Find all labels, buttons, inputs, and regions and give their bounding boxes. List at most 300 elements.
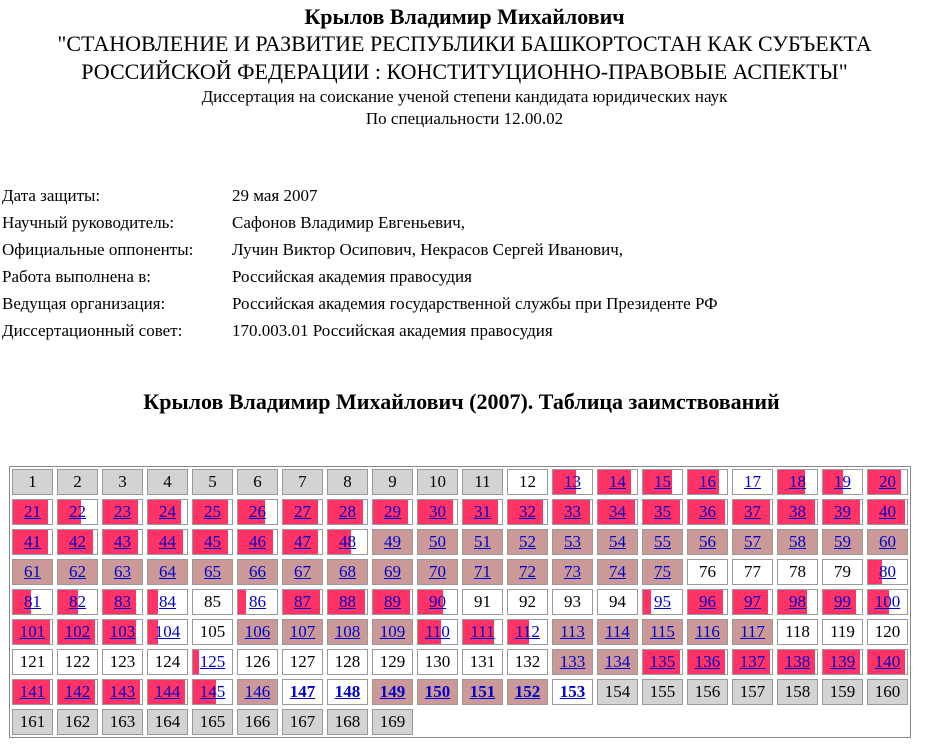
page-cell-95[interactable] [642, 589, 683, 615]
page-cell-41[interactable] [12, 529, 53, 555]
page-number: 120 [874, 622, 901, 641]
page-cell-134[interactable] [597, 649, 638, 675]
info-label: Работа выполнена в: [2, 267, 151, 286]
page-link[interactable]: 83 [114, 592, 131, 611]
page-link[interactable]: 62 [69, 562, 86, 581]
borrowing-fill [148, 590, 158, 614]
page-cell-114[interactable] [597, 619, 638, 645]
page-link[interactable]: 42 [69, 532, 86, 551]
info-label: Научный руководитель: [2, 213, 175, 232]
page-number: 118 [785, 622, 810, 641]
page-cell-72[interactable] [507, 559, 548, 585]
page-link[interactable]: 84 [159, 592, 176, 611]
page-link[interactable]: 36 [699, 502, 716, 521]
page-link[interactable]: 144 [154, 682, 181, 701]
page-link[interactable]: 147 [289, 682, 316, 701]
page-link[interactable]: 51 [474, 532, 491, 551]
page-cell-43[interactable] [102, 529, 143, 555]
page-cell-97[interactable] [732, 589, 773, 615]
page-cell-24[interactable] [147, 499, 188, 525]
page-cell-10 [417, 469, 458, 495]
page-link[interactable]: 102 [64, 622, 91, 641]
page-number: 131 [469, 652, 496, 671]
page-cell-82[interactable] [57, 589, 98, 615]
page-cell-87[interactable] [282, 589, 323, 615]
page-cell-115[interactable] [642, 619, 683, 645]
page-cell-31[interactable] [462, 499, 503, 525]
page-cell-5 [192, 469, 233, 495]
page-link[interactable]: 73 [564, 562, 581, 581]
page-cell-73[interactable] [552, 559, 593, 585]
page-cell-51[interactable] [462, 529, 503, 555]
page-link[interactable]: 31 [474, 502, 491, 521]
page-link[interactable]: 74 [609, 562, 626, 581]
page-link[interactable]: 106 [244, 622, 271, 641]
page-link[interactable]: 96 [699, 592, 716, 611]
info-row [2, 209, 718, 236]
info-row [2, 290, 718, 317]
page-link[interactable]: 90 [429, 592, 446, 611]
page-cell-156 [687, 679, 728, 705]
page-cell-46[interactable] [237, 529, 278, 555]
page-number: 7 [298, 472, 307, 491]
page-link[interactable]: 33 [564, 502, 581, 521]
header [0, 4, 929, 130]
page-cell-127 [282, 649, 323, 675]
page-cell-45[interactable] [192, 529, 233, 555]
page-cell-39[interactable] [822, 499, 863, 525]
page-cell-77 [732, 559, 773, 585]
page-cell-38[interactable] [777, 499, 818, 525]
page-link[interactable]: 59 [834, 532, 851, 551]
page-cell-49[interactable] [372, 529, 413, 555]
page-link[interactable]: 146 [244, 682, 271, 701]
specialty-text: По специальности 12.00.02 [365, 109, 564, 128]
page-number: 162 [64, 712, 91, 731]
page-link[interactable]: 18 [789, 472, 806, 491]
page-cell-52[interactable] [507, 529, 548, 555]
page-link[interactable]: 101 [19, 622, 46, 641]
page-link[interactable]: 21 [24, 502, 41, 521]
page-cell-160 [867, 679, 908, 705]
page-number: 1 [28, 472, 37, 491]
page-cell-128 [327, 649, 368, 675]
page-link[interactable]: 116 [695, 622, 720, 641]
page-cell-40[interactable] [867, 499, 908, 525]
page-cell-21[interactable] [12, 499, 53, 525]
page-cell-83[interactable] [102, 589, 143, 615]
page-cell-14[interactable] [597, 469, 638, 495]
page-cell-93 [552, 589, 593, 615]
page-cell-25[interactable] [192, 499, 233, 525]
page-link[interactable]: 137 [739, 652, 766, 671]
page-cell-53[interactable] [552, 529, 593, 555]
page-link[interactable]: 138 [784, 652, 811, 671]
page-link[interactable]: 109 [379, 622, 406, 641]
page-cell-75[interactable] [642, 559, 683, 585]
page-cell-30[interactable] [417, 499, 458, 525]
page-link[interactable]: 32 [519, 502, 536, 521]
page-cell-164 [147, 709, 188, 735]
info-label: Диссертационный совет: [2, 321, 183, 340]
page-link[interactable]: 86 [249, 592, 266, 611]
page-cell-15[interactable] [642, 469, 683, 495]
page-cell-107[interactable] [282, 619, 323, 645]
page-cell-80[interactable] [867, 559, 908, 585]
page-link[interactable]: 66 [249, 562, 266, 581]
page-cell-16[interactable] [687, 469, 728, 495]
page-cell-90[interactable] [417, 589, 458, 615]
page-cell-109[interactable] [372, 619, 413, 645]
page-link[interactable]: 142 [64, 682, 91, 701]
page-cell-106[interactable] [237, 619, 278, 645]
page-link[interactable]: 55 [654, 532, 671, 551]
page-link[interactable]: 53 [564, 532, 581, 551]
page-link[interactable]: 22 [69, 502, 86, 521]
page-link[interactable]: 117 [740, 622, 765, 641]
page-cell-96[interactable] [687, 589, 728, 615]
page-cell-103[interactable] [102, 619, 143, 645]
page-link[interactable]: 143 [109, 682, 136, 701]
page-cell-65[interactable] [192, 559, 233, 585]
page-link[interactable]: 108 [334, 622, 361, 641]
page-link[interactable]: 15 [654, 472, 671, 491]
page-number: 127 [289, 652, 316, 671]
page-link[interactable]: 88 [339, 592, 356, 611]
page-cell-79 [822, 559, 863, 585]
page-cell-7 [282, 469, 323, 495]
page-link[interactable]: 13 [564, 472, 581, 491]
page-link[interactable]: 112 [515, 622, 540, 641]
page-number: 157 [739, 682, 766, 701]
page-cell-26[interactable] [237, 499, 278, 525]
page-link[interactable]: 81 [24, 592, 41, 611]
page-cell-47[interactable] [282, 529, 323, 555]
page-number: 155 [649, 682, 676, 701]
page-cell-110[interactable] [417, 619, 458, 645]
page-cell-37[interactable] [732, 499, 773, 525]
page-cell-132 [507, 649, 548, 675]
page-cell-104[interactable] [147, 619, 188, 645]
page-link[interactable]: 17 [744, 472, 761, 491]
page-cell-67[interactable] [282, 559, 323, 585]
page-number: 126 [244, 652, 271, 671]
page-cell-56[interactable] [687, 529, 728, 555]
page-link[interactable]: 67 [294, 562, 311, 581]
page-cell-151[interactable] [462, 679, 503, 705]
page-cell-74[interactable] [597, 559, 638, 585]
page-link[interactable]: 45 [204, 532, 221, 551]
page-link[interactable]: 16 [699, 472, 716, 491]
page-cell-78 [777, 559, 818, 585]
page-link[interactable]: 80 [879, 562, 896, 581]
page-link[interactable]: 34 [609, 502, 626, 521]
page-cell-102[interactable] [57, 619, 98, 645]
page-link[interactable]: 72 [519, 562, 536, 581]
page-cell-13[interactable] [552, 469, 593, 495]
page-number: 156 [694, 682, 721, 701]
page-number: 168 [334, 712, 361, 731]
page-cell-125[interactable] [192, 649, 233, 675]
page-link[interactable]: 23 [114, 502, 131, 521]
page-cell-61[interactable] [12, 559, 53, 585]
page-link[interactable]: 103 [109, 622, 136, 641]
page-link[interactable]: 75 [654, 562, 671, 581]
page-link[interactable]: 149 [379, 682, 406, 701]
page-cell-101[interactable] [12, 619, 53, 645]
page-link[interactable]: 47 [294, 532, 311, 551]
page-link[interactable]: 57 [744, 532, 761, 551]
page-cell-29[interactable] [372, 499, 413, 525]
borrowing-fill [193, 650, 199, 674]
page-cell-1 [12, 469, 53, 495]
page-cell-6 [237, 469, 278, 495]
info-row [2, 182, 718, 209]
page-cell-42[interactable] [57, 529, 98, 555]
page-cell-66[interactable] [237, 559, 278, 585]
page-cell-154 [597, 679, 638, 705]
page-cell-19[interactable] [822, 469, 863, 495]
page-link[interactable]: 38 [789, 502, 806, 521]
page-link[interactable]: 70 [429, 562, 446, 581]
page-cell-142[interactable] [57, 679, 98, 705]
page-link[interactable]: 82 [69, 592, 86, 611]
page-cell-57[interactable] [732, 529, 773, 555]
page-link[interactable]: 135 [649, 652, 676, 671]
page-cell-32[interactable] [507, 499, 548, 525]
page-cell-48[interactable] [327, 529, 368, 555]
page-link[interactable]: 140 [874, 652, 901, 671]
info-label: Официальные оппоненты: [2, 240, 194, 259]
page-cell-86[interactable] [237, 589, 278, 615]
page-link[interactable]: 27 [294, 502, 311, 521]
page-cell-84[interactable] [147, 589, 188, 615]
page-cell-33[interactable] [552, 499, 593, 525]
info-label: Ведущая организация: [2, 294, 166, 313]
page-link[interactable]: 148 [334, 682, 361, 701]
page-cell-81[interactable] [12, 589, 53, 615]
page-cell-50[interactable] [417, 529, 458, 555]
page-link[interactable]: 20 [879, 472, 896, 491]
page-link[interactable]: 30 [429, 502, 446, 521]
page-cell-27[interactable] [282, 499, 323, 525]
page-cell-112[interactable] [507, 619, 548, 645]
page-cell-99[interactable] [822, 589, 863, 615]
page-cell-62[interactable] [57, 559, 98, 585]
page-cell-111[interactable] [462, 619, 503, 645]
page-link[interactable]: 61 [24, 562, 41, 581]
thesis-title-line-1: "СТАНОВЛЕНИЕ И РАЗВИТИЕ РЕСПУБЛИКИ БАШКОРТОСТАН КАК СУБЪЕКТА [57, 31, 872, 56]
info-value: Российская академия государственной службы при Президенте РФ [232, 294, 718, 313]
page-cell-89[interactable] [372, 589, 413, 615]
page-cell-152[interactable] [507, 679, 548, 705]
page-link[interactable]: 28 [339, 502, 356, 521]
page-link[interactable]: 46 [249, 532, 266, 551]
page-link[interactable]: 110 [425, 622, 450, 641]
page-cell-68[interactable] [327, 559, 368, 585]
page-cell-20[interactable] [867, 469, 908, 495]
page-cell-120 [867, 619, 908, 645]
page-link[interactable]: 125 [199, 652, 226, 671]
page-cell-44[interactable] [147, 529, 188, 555]
page-link[interactable]: 54 [609, 532, 626, 551]
page-cell-71[interactable] [462, 559, 503, 585]
page-link[interactable]: 139 [829, 652, 856, 671]
page-link[interactable]: 63 [114, 562, 131, 581]
page-link[interactable]: 44 [159, 532, 176, 551]
page-cell-18[interactable] [777, 469, 818, 495]
page-link[interactable]: 56 [699, 532, 716, 551]
page-cell-118 [777, 619, 818, 645]
page-link[interactable]: 150 [424, 682, 451, 701]
page-link[interactable]: 71 [474, 562, 491, 581]
page-cell-58[interactable] [777, 529, 818, 555]
page-link[interactable]: 100 [874, 592, 901, 611]
page-cell-116[interactable] [687, 619, 728, 645]
info-label: Дата защиты: [2, 186, 101, 205]
page-cell-139[interactable] [822, 649, 863, 675]
page-link[interactable]: 50 [429, 532, 446, 551]
page-link[interactable]: 40 [879, 502, 896, 521]
page-link[interactable]: 114 [605, 622, 630, 641]
page-link[interactable]: 58 [789, 532, 806, 551]
page-number: 166 [244, 712, 271, 731]
page-link[interactable]: 19 [834, 472, 851, 491]
page-link[interactable]: 69 [384, 562, 401, 581]
page-link[interactable]: 43 [114, 532, 131, 551]
page-link[interactable]: 133 [559, 652, 586, 671]
page-cell-135[interactable] [642, 649, 683, 675]
page-cell-98[interactable] [777, 589, 818, 615]
page-cell-137[interactable] [732, 649, 773, 675]
page-link[interactable]: 87 [294, 592, 311, 611]
page-link[interactable]: 89 [384, 592, 401, 611]
page-cell-133[interactable] [552, 649, 593, 675]
page-link[interactable]: 25 [204, 502, 221, 521]
page-link[interactable]: 52 [519, 532, 536, 551]
page-cell-136[interactable] [687, 649, 728, 675]
page-cell-35[interactable] [642, 499, 683, 525]
page-link[interactable]: 107 [289, 622, 316, 641]
page-link[interactable]: 98 [789, 592, 806, 611]
page-cell-153[interactable] [552, 679, 593, 705]
page-cell-100[interactable] [867, 589, 908, 615]
page-link[interactable]: 134 [604, 652, 631, 671]
page-cell-126 [237, 649, 278, 675]
page-link[interactable]: 95 [654, 592, 671, 611]
page-link[interactable]: 152 [514, 682, 541, 701]
page-number: 2 [73, 472, 82, 491]
page-link[interactable]: 48 [339, 532, 356, 551]
page-cell-141[interactable] [12, 679, 53, 705]
page-link[interactable]: 41 [24, 532, 41, 551]
page-cell-60[interactable] [867, 529, 908, 555]
page-cell-64[interactable] [147, 559, 188, 585]
page-cell-88[interactable] [327, 589, 368, 615]
page-link[interactable]: 104 [154, 622, 181, 641]
page-link[interactable]: 99 [834, 592, 851, 611]
page-cell-140[interactable] [867, 649, 908, 675]
page-cell-148[interactable] [327, 679, 368, 705]
page-number: 154 [604, 682, 631, 701]
page-link[interactable]: 26 [249, 502, 266, 521]
page-cell-63[interactable] [102, 559, 143, 585]
page-cell-146[interactable] [237, 679, 278, 705]
page-cell-113[interactable] [552, 619, 593, 645]
page-link[interactable]: 111 [470, 622, 495, 641]
page-link[interactable]: 65 [204, 562, 221, 581]
page-cell-138[interactable] [777, 649, 818, 675]
page-link[interactable]: 151 [469, 682, 496, 701]
page-cell-145[interactable] [192, 679, 233, 705]
page-cell-163 [102, 709, 143, 735]
page-cell-161 [12, 709, 53, 735]
page-link[interactable]: 49 [384, 532, 401, 551]
page-cell-11 [462, 469, 503, 495]
page-number: 9 [388, 472, 397, 491]
page-number: 10 [429, 472, 446, 491]
page-number: 159 [829, 682, 856, 701]
page-cell-55[interactable] [642, 529, 683, 555]
author-name: Крылов Владимир Михайлович [304, 4, 625, 29]
info-value: Российская академия правосудия [232, 267, 472, 286]
page-link[interactable]: 115 [650, 622, 675, 641]
page-cell-155 [642, 679, 683, 705]
page-cell-70[interactable] [417, 559, 458, 585]
page-cell-149[interactable] [372, 679, 413, 705]
page-cell-129 [372, 649, 413, 675]
page-number: 105 [199, 622, 226, 641]
page-cell-147[interactable] [282, 679, 323, 705]
page-link[interactable]: 64 [159, 562, 176, 581]
page-link[interactable]: 97 [744, 592, 761, 611]
page-link[interactable]: 39 [834, 502, 851, 521]
page-link[interactable]: 136 [694, 652, 721, 671]
page-cell-143[interactable] [102, 679, 143, 705]
page-cell-28[interactable] [327, 499, 368, 525]
page-cell-59[interactable] [822, 529, 863, 555]
page-link[interactable]: 145 [199, 682, 226, 701]
page-link[interactable]: 153 [559, 682, 586, 701]
page-cell-22[interactable] [57, 499, 98, 525]
page-cell-150[interactable] [417, 679, 458, 705]
borrowing-fill [643, 590, 651, 614]
page-link[interactable]: 60 [879, 532, 896, 551]
page-cell-165 [192, 709, 233, 735]
page-link[interactable]: 35 [654, 502, 671, 521]
page-cell-36[interactable] [687, 499, 728, 525]
page-cell-108[interactable] [327, 619, 368, 645]
page-link[interactable]: 68 [339, 562, 356, 581]
page-link[interactable]: 141 [19, 682, 46, 701]
page-cell-17[interactable] [732, 469, 773, 495]
page-cell-69[interactable] [372, 559, 413, 585]
page-link[interactable]: 24 [159, 502, 176, 521]
page-number: 161 [19, 712, 46, 731]
page-cell-34[interactable] [597, 499, 638, 525]
page-link[interactable]: 14 [609, 472, 626, 491]
page-link[interactable]: 113 [560, 622, 585, 641]
page-cell-144[interactable] [147, 679, 188, 705]
page-cell-54[interactable] [597, 529, 638, 555]
info-table [2, 182, 718, 344]
page-cell-23[interactable] [102, 499, 143, 525]
page-cell-117[interactable] [732, 619, 773, 645]
thesis-title-line-2: РОССИЙСКОЙ ФЕДЕРАЦИИ : КОНСТИТУЦИОННО-ПРАВОВЫЕ АСПЕКТЫ" [81, 59, 848, 84]
page-number: 78 [789, 562, 806, 581]
page-link[interactable]: 37 [744, 502, 761, 521]
page-link[interactable]: 29 [384, 502, 401, 521]
